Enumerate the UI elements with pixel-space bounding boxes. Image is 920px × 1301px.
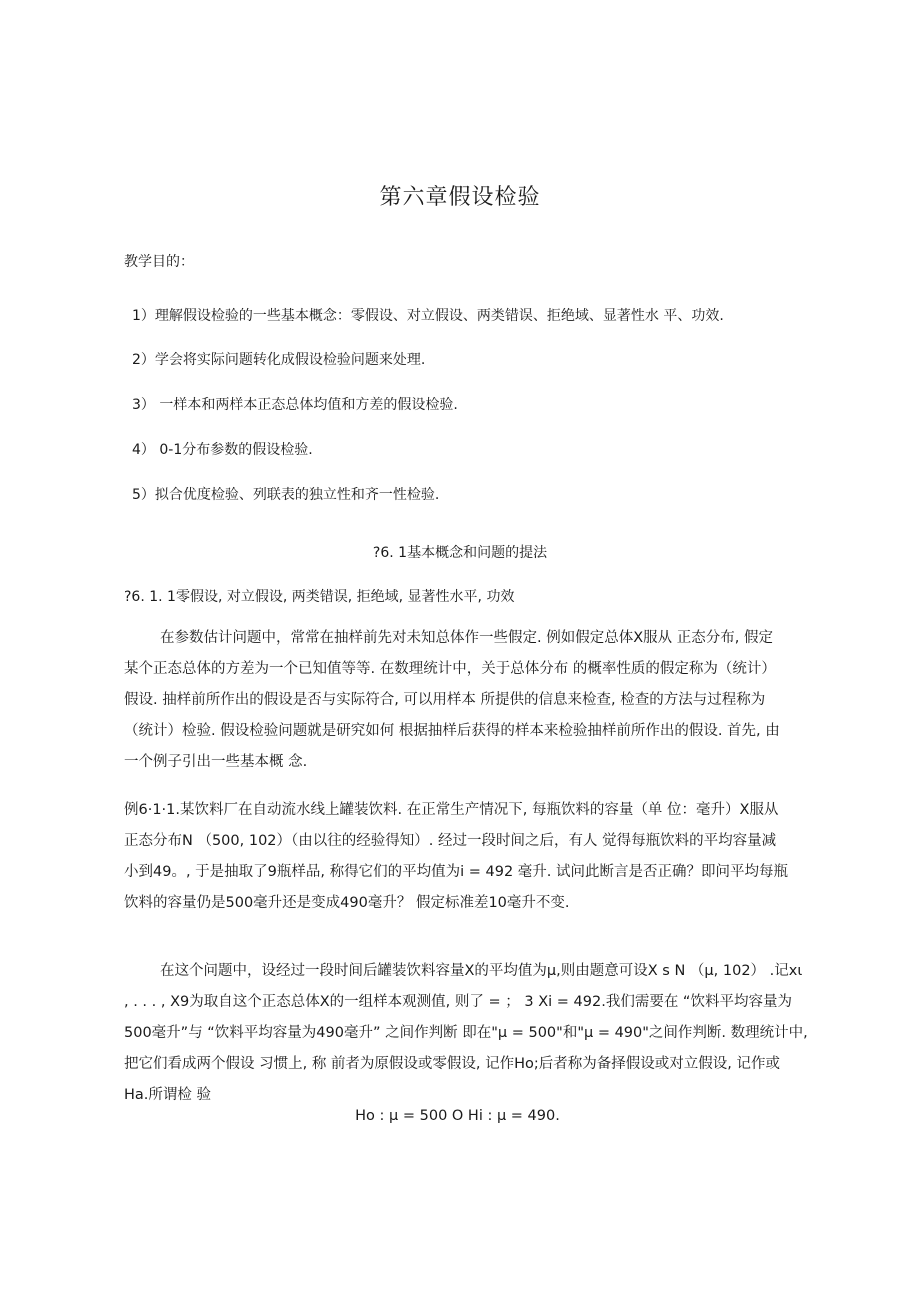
paragraph-line: 正态分布N （500, 102）（由以往的经验得知）. 经过一段时间之后，有人 觉得每瓶饮料的平均容量减	[124, 833, 777, 849]
subsection-heading: ?6. 1. 1零假设, 对立假设, 两类错误, 拒绝域, 显著性水平, 功效	[124, 589, 515, 605]
hypothesis-formula: Ho : μ = 500 O Hi : μ = 490.	[355, 1108, 560, 1124]
intro-paragraph	[124, 623, 824, 778]
objectives-label: 教学目的：	[124, 254, 194, 270]
paragraph-line: 把它们看成两个假设 习惯上, 称 前者为原假设或零假设, 记作Ho;后者称为备择假设或对立假设, 记作或	[124, 1056, 781, 1072]
example-paragraph	[124, 795, 824, 919]
objective-item-3: 3） 一样本和两样本正态总体均值和方差的假设检验.	[132, 397, 458, 413]
paragraph-line: Ha.所谓检 验	[124, 1087, 212, 1103]
chapter-title: 第六章假设检验	[379, 185, 541, 210]
objective-item-1: 1）理解假设检验的一些基本概念：零假设、对立假设、两类错误、拒绝域、显著性水 平、功效.	[132, 308, 724, 324]
paragraph-line: 饮料的容量仍是500毫升还是变成490毫升？ 假定标准差10毫升不变.	[124, 895, 570, 911]
objective-item-2: 2）学会将实际问题转化成假设检验问题来处理.	[132, 352, 426, 368]
paragraph-line: 假设. 抽样前所作出的假设是否与实际符合, 可以用样本 所提供的信息来检查, 检查的方法与过程称为	[124, 692, 766, 708]
paragraph-line: 例6·1·1.某饮料厂在自动流水线上罐装饮料. 在正常生产情况下, 每瓶饮料的容量（单 位：毫升）X服从	[124, 802, 779, 818]
paragraph-line: 在这个问题中，设经过一段时间后罐装饮料容量X的平均值为μ,则由题意可设X s N （μ, 102） .记xι	[160, 963, 803, 979]
paragraph-line: 500毫升”与 “饮料平均容量为490毫升” 之间作判断 即在"μ = 500"和"μ = 490"之间作判断. 数理统计中,	[124, 1025, 808, 1041]
paragraph-line: , . . . , X9为取自这个正态总体X的一组样本观测值, 则了 = ； 3 Xi = 492.我们需要在 “饮料平均容量为	[124, 994, 792, 1010]
paragraph-line: 某个正态总体的方差为一个已知值等等. 在数理统计中，关于总体分布 的概率性质的假定称为（统计）	[124, 661, 776, 677]
paragraph-line: 一个例子引出一些基本概 念.	[124, 754, 308, 770]
paragraph-line: 在参数估计问题中，常常在抽样前先对未知总体作一些假定. 例如假定总体X服从 正态分布, 假定	[160, 630, 773, 646]
objective-item-5: 5）拟合优度检验、列联表的独立性和齐一性检验.	[132, 487, 440, 503]
section-heading: ?6. 1基本概念和问题的提法	[372, 545, 548, 561]
objective-item-4: 4） 0-1分布参数的假设检验.	[132, 442, 313, 458]
paragraph-line: （统计）检验. 假设检验问题就是研究如何 根据抽样后获得的样本来检验抽样前所作出的假设. 首先, 由	[124, 723, 780, 739]
paragraph-line: 小到49。, 于是抽取了9瓶样品, 称得它们的平均值为i = 492 毫升. 试问此断言是否正确？即问平均每瓶	[124, 864, 789, 880]
hypothesis-paragraph	[124, 956, 824, 1111]
